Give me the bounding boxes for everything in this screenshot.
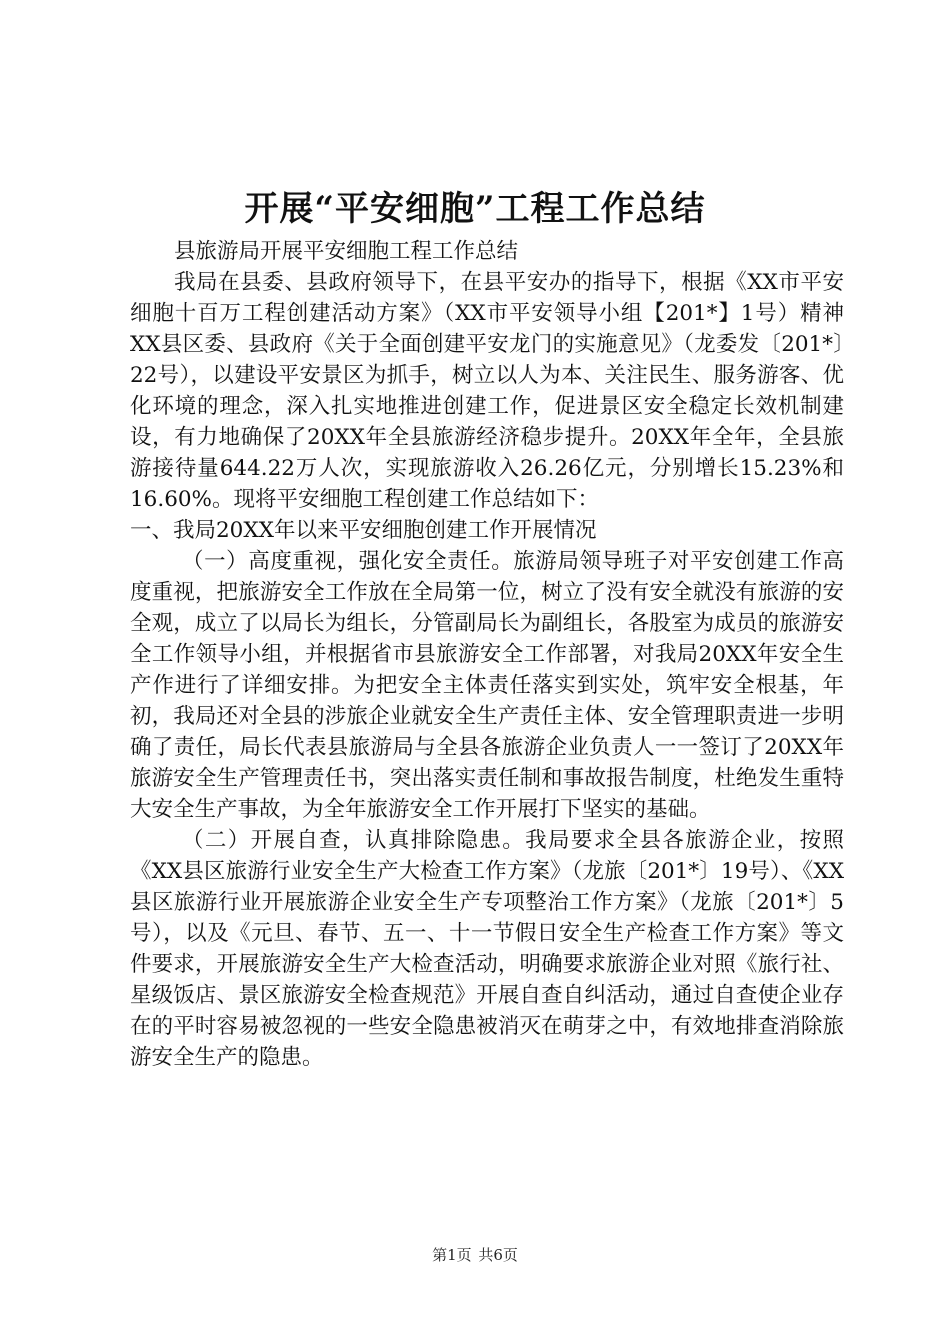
section-one-paragraph: （一）高度重视，强化安全责任。旅游局领导班子对平安创建工作高度重视，把旅游安全工作放在全局第一位，树立了没有安全就没有旅游的安全观，成立了以局长为组长，分管副局长为副组长，各股室为成员的旅游安全工作领导小组，并根据省市县旅游安全工作部署，对我局20XX年安全生产作进行了详细安排。为把安全主体责任落实到实处，筑牢安全根基，年初，我局还对全县的涉旅企业就安全生产责任主体、安全管理职责进一步明确了责任，局长代表县旅游局与全县各旅游企业负责人一一签订了20XX年旅游安全生产管理责任书，突出落实责任制和事故报告制度，杜绝发生重特大安全生产事故，为全年旅游安全工作开展打下坚实的基础。 <box>130 549 844 822</box>
document-title: 开展“平安细胞”工程工作总结 <box>244 189 706 229</box>
page-total: 共6页 <box>478 1246 518 1264</box>
page-number: 第1页 <box>432 1246 472 1264</box>
section-heading: 一、我局20XX年以来平安细胞创建工作开展情况 <box>130 518 597 543</box>
subtitle-paragraph: 县旅游局开展平安细胞工程工作总结 <box>174 239 519 264</box>
intro-paragraph: 我局在县委、县政府领导下，在县平安办的指导下，根据《XX市平安细胞十百万工程创建活动方案》（XX市平安领导小组【201*】1号）精神XX县区委、县政府《关于全面创建平安龙门的实施意见》（龙委发〔201*〕22号），以建设平安景区为抓手，树立以人为本、关注民生、服务游客、优化环境的理念，深入扎实地推进创建工作，促进景区安全稳定长效机制建设，有力地确保了20XX年全县旅游经济稳步提升。20XX年全年，全县旅游接待量644.22万人次，实现旅游收入26.26亿元，分别增长15.23%和16.60%。现将平安细胞工程创建工作总结如下： <box>130 270 844 512</box>
page-footer <box>0 1245 950 1265</box>
section-two-paragraph: （二）开展自查，认真排除隐患。我局要求全县各旅游企业，按照《XX县区旅游行业安全生产大检查工作方案》（龙旅〔201*〕19号）、《XX县区旅游行业开展旅游企业安全生产专项整治工作方案》（龙旅〔201*〕5号），以及《元旦、春节、五一、十一节假日安全生产检查工作方案》等文件要求，开展旅游安全生产大检查活动，明确要求旅游企业对照《旅行社、星级饭店、景区旅游安全检查规范》开展自查自纠活动，通过自查使企业存在的平时容易被忽视的一些安全隐患被消灭在萌芽之中，有效地排查消除旅游安全生产的隐患。 <box>130 828 844 1070</box>
document-body <box>130 236 844 1073</box>
